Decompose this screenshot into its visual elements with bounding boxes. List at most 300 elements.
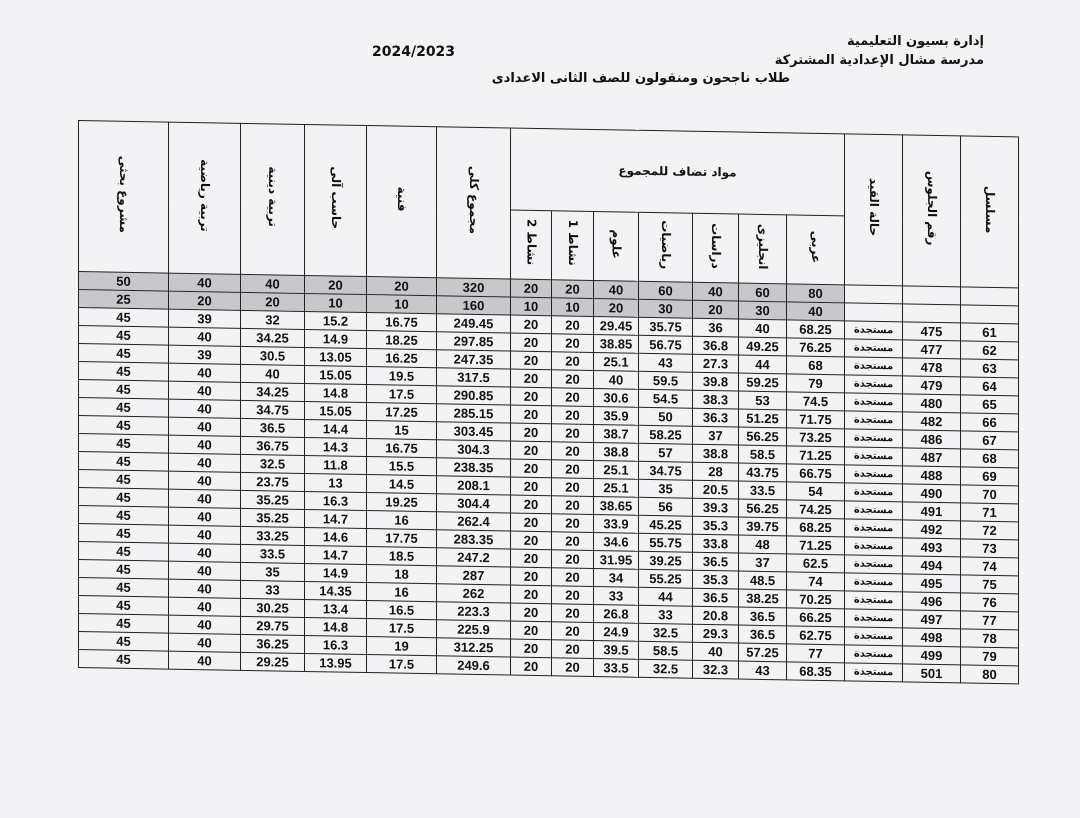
grade-cell: 39.25 (639, 551, 693, 570)
grade-cell: 37 (693, 426, 739, 445)
grade-cell: 70.25 (787, 590, 845, 609)
grade-cell: 68.25 (787, 320, 845, 339)
grade-cell: 40 (169, 543, 241, 562)
serial-cell: 68 (961, 449, 1019, 468)
grade-cell: 38.8 (594, 442, 639, 461)
status-cell: مستجدة (845, 537, 903, 556)
grade-cell: 297.85 (437, 332, 511, 351)
grade-cell: 26.8 (594, 604, 639, 623)
grade-cell: 290.85 (437, 386, 511, 405)
grade-cell: 36.5 (693, 588, 739, 607)
grade-cell: 68.35 (787, 662, 845, 681)
grade-cell: 38.3 (693, 390, 739, 409)
grade-cell: 34.25 (241, 328, 305, 347)
grade-cell: 23.75 (241, 472, 305, 491)
subject-header-arabic: عربى (787, 214, 845, 284)
serial-cell: 67 (961, 431, 1019, 450)
seat-number-cell: 482 (903, 412, 961, 431)
subject-header-social: دراسات (693, 213, 739, 283)
grade-cell: 15.05 (305, 401, 367, 420)
grade-cell: 45 (79, 452, 169, 472)
grade-cell: 18.5 (367, 547, 437, 566)
grade-cell: 262 (437, 584, 511, 603)
grade-cell: 19.5 (367, 367, 437, 386)
grade-cell: 208.1 (437, 476, 511, 495)
grade-cell: 39.8 (693, 372, 739, 391)
table-cell: 20 (511, 279, 552, 298)
grade-cell: 56.25 (739, 499, 787, 518)
grade-cell: 54 (787, 482, 845, 501)
table-cell: 40 (169, 273, 241, 292)
grade-cell: 20 (511, 351, 552, 370)
grade-cell: 57 (639, 443, 693, 462)
grade-cell: 30.25 (241, 598, 305, 617)
grade-cell: 33 (639, 605, 693, 624)
grade-cell: 20 (511, 333, 552, 352)
seat-number-cell: 478 (903, 358, 961, 377)
grade-cell: 17.5 (367, 385, 437, 404)
grade-cell: 25.1 (594, 352, 639, 371)
grade-cell: 20 (511, 495, 552, 514)
grade-cell: 20 (552, 352, 594, 371)
grade-cell: 58.5 (739, 445, 787, 464)
serial-cell: 64 (961, 377, 1019, 396)
grade-cell: 45 (79, 488, 169, 508)
grade-cell: 14.35 (305, 581, 367, 600)
grade-cell: 33 (241, 580, 305, 599)
grade-cell: 20 (552, 334, 594, 353)
table-cell: 25 (79, 290, 169, 310)
grade-cell: 16.75 (367, 439, 437, 458)
grade-cell: 40 (693, 642, 739, 661)
grade-cell: 32.5 (639, 623, 693, 642)
table-cell: 20 (594, 298, 639, 317)
status-cell: مستجدة (845, 519, 903, 538)
serial-cell: 75 (961, 575, 1019, 594)
table-cell: 320 (437, 278, 511, 297)
grade-cell: 29.25 (241, 652, 305, 671)
grade-cell: 40 (169, 327, 241, 346)
serial-cell: 61 (961, 323, 1019, 342)
grade-cell: 40 (169, 363, 241, 382)
table-cell: 80 (787, 284, 845, 303)
grade-cell: 29.75 (241, 616, 305, 635)
grade-cell: 35.3 (693, 570, 739, 589)
table-cell (961, 305, 1019, 324)
grade-cell: 20 (552, 406, 594, 425)
status-cell: مستجدة (845, 501, 903, 520)
grade-cell: 14.7 (305, 545, 367, 564)
grade-cell: 45 (79, 434, 169, 454)
grade-cell: 20 (552, 442, 594, 461)
status-header: حالة القيد (845, 134, 903, 286)
grade-cell: 39.5 (594, 640, 639, 659)
grade-cell: 20 (552, 568, 594, 587)
grade-cell: 14.8 (305, 383, 367, 402)
grade-cell: 20 (511, 315, 552, 334)
grade-cell: 20 (511, 459, 552, 478)
grade-cell: 39 (169, 309, 241, 328)
grade-cell: 223.3 (437, 602, 511, 621)
serial-cell: 79 (961, 647, 1019, 666)
grade-cell: 238.35 (437, 458, 511, 477)
grade-cell: 53 (739, 391, 787, 410)
document-title: طلاب ناجحون ومنقولون للصف الثانى الاعدادى (491, 71, 790, 86)
grade-cell: 40 (169, 597, 241, 616)
grade-cell: 247.35 (437, 350, 511, 369)
grade-cell: 45 (79, 524, 169, 544)
grade-cell: 15.05 (305, 365, 367, 384)
grade-cell: 20 (552, 424, 594, 443)
table-cell: 10 (511, 297, 552, 316)
grade-cell: 28 (693, 462, 739, 481)
serial-cell: 71 (961, 503, 1019, 522)
grade-cell: 35.25 (241, 490, 305, 509)
grade-cell: 20 (552, 460, 594, 479)
grade-cell: 45 (79, 380, 169, 400)
grade-cell: 49.25 (739, 337, 787, 356)
grade-cell: 14.8 (305, 617, 367, 636)
grade-cell: 45.25 (639, 515, 693, 534)
grade-cell: 66.25 (787, 608, 845, 627)
grade-cell: 20.8 (693, 606, 739, 625)
grade-cell: 36.8 (693, 336, 739, 355)
grade-cell: 71.25 (787, 536, 845, 555)
subject-header-activity-1: نشاط 1 (552, 210, 594, 280)
seat-number-cell: 495 (903, 574, 961, 593)
table-cell (961, 287, 1019, 306)
grade-cell: 38.25 (739, 589, 787, 608)
serial-cell: 62 (961, 341, 1019, 360)
grade-cell: 20 (511, 585, 552, 604)
table-cell: 40 (693, 282, 739, 301)
grade-cell: 262.4 (437, 512, 511, 531)
grade-cell: 304.4 (437, 494, 511, 513)
grade-cell: 35.3 (693, 516, 739, 535)
grade-cell: 40 (169, 615, 241, 634)
seat-number-cell: 491 (903, 502, 961, 521)
grade-cell: 20 (552, 496, 594, 515)
grade-cell: 40 (739, 319, 787, 338)
grade-cell: 303.45 (437, 422, 511, 441)
serial-cell: 78 (961, 629, 1019, 648)
grade-cell: 45 (79, 362, 169, 382)
grade-cell: 74 (787, 572, 845, 591)
grade-cell: 45 (79, 326, 169, 346)
grade-cell: 55.75 (639, 533, 693, 552)
grade-cell: 68.25 (787, 518, 845, 537)
grade-cell: 36 (693, 318, 739, 337)
grade-cell: 18 (367, 565, 437, 584)
status-cell: مستجدة (845, 555, 903, 574)
grade-cell: 14.6 (305, 527, 367, 546)
grades-sheet (78, 120, 1018, 684)
grade-cell: 40 (169, 633, 241, 652)
seat-number-cell: 490 (903, 484, 961, 503)
grade-cell: 36.5 (693, 552, 739, 571)
seat-number-cell: 487 (903, 448, 961, 467)
grade-cell: 18.25 (367, 331, 437, 350)
extra-subject-header-project: مشروع بحثى (79, 121, 169, 274)
seat-number-cell: 497 (903, 610, 961, 629)
table-cell: 40 (787, 302, 845, 321)
grade-cell: 39 (169, 345, 241, 364)
status-cell: مستجدة (845, 321, 903, 340)
grade-cell: 40 (169, 417, 241, 436)
grade-cell: 62.75 (787, 626, 845, 645)
grade-cell: 40 (169, 489, 241, 508)
grade-cell: 44 (639, 587, 693, 606)
grade-cell: 36.5 (739, 607, 787, 626)
grade-cell: 16.25 (367, 349, 437, 368)
grade-cell: 17.75 (367, 529, 437, 548)
seat-number-cell: 501 (903, 664, 961, 683)
grade-cell: 36.5 (739, 625, 787, 644)
grade-cell: 66.75 (787, 464, 845, 483)
grade-cell: 40 (169, 651, 241, 670)
table-cell: 160 (437, 296, 511, 315)
status-cell: مستجدة (845, 483, 903, 502)
grade-cell: 14.9 (305, 329, 367, 348)
seat-number-header: رقم الجلوس (903, 135, 961, 287)
status-cell: مستجدة (845, 429, 903, 448)
grade-cell: 40 (169, 561, 241, 580)
grade-cell: 20 (511, 567, 552, 586)
grade-cell: 35 (639, 479, 693, 498)
seat-number-cell: 496 (903, 592, 961, 611)
seat-number-cell: 480 (903, 394, 961, 413)
grade-cell: 40 (241, 364, 305, 383)
grade-cell: 43 (739, 661, 787, 680)
grade-cell: 45 (79, 416, 169, 436)
grade-cell: 38.85 (594, 334, 639, 353)
grade-cell: 25.1 (594, 478, 639, 497)
grade-cell: 68 (787, 356, 845, 375)
grade-cell: 40 (169, 525, 241, 544)
grade-cell: 304.3 (437, 440, 511, 459)
seat-number-cell: 486 (903, 430, 961, 449)
grade-cell: 20 (511, 621, 552, 640)
grade-cell: 40 (169, 435, 241, 454)
grade-cell: 56.75 (639, 335, 693, 354)
grade-cell: 45 (79, 398, 169, 418)
grade-cell: 20 (552, 478, 594, 497)
grade-cell: 40 (169, 579, 241, 598)
table-cell: 10 (552, 298, 594, 317)
grade-cell: 20.5 (693, 480, 739, 499)
grade-cell: 33.5 (241, 544, 305, 563)
status-cell: مستجدة (845, 627, 903, 646)
grade-cell: 19.25 (367, 493, 437, 512)
grade-cell: 17.5 (367, 655, 437, 674)
table-cell: 40 (594, 280, 639, 299)
grade-cell: 27.3 (693, 354, 739, 373)
grade-cell: 13.05 (305, 347, 367, 366)
serial-cell: 63 (961, 359, 1019, 378)
grade-cell: 20 (552, 514, 594, 533)
grade-cell: 20 (552, 532, 594, 551)
grade-cell: 36.75 (241, 436, 305, 455)
grade-cell: 71.75 (787, 410, 845, 429)
grade-cell: 312.25 (437, 638, 511, 657)
school-name: مدرسة مشال الإعدادية المشتركة (774, 53, 984, 68)
table-cell (903, 286, 961, 305)
extra-subject-header-religion: تربية دينية (241, 123, 305, 275)
grade-cell: 20 (552, 370, 594, 389)
grade-cell: 34.75 (639, 461, 693, 480)
grade-cell: 40 (169, 453, 241, 472)
grade-cell: 54.5 (639, 389, 693, 408)
grade-cell: 11.8 (305, 455, 367, 474)
serial-cell: 66 (961, 413, 1019, 432)
grade-cell: 287 (437, 566, 511, 585)
grade-cell: 285.15 (437, 404, 511, 423)
grade-cell: 32.5 (241, 454, 305, 473)
grade-cell: 36.5 (241, 418, 305, 437)
table-cell: 30 (639, 299, 693, 318)
status-cell: مستجدة (845, 339, 903, 358)
grade-cell: 33.8 (693, 534, 739, 553)
table-cell: 20 (305, 275, 367, 294)
grade-cell: 17.25 (367, 403, 437, 422)
grade-cell: 20 (511, 405, 552, 424)
grade-cell: 249.45 (437, 314, 511, 333)
grade-cell: 33.25 (241, 526, 305, 545)
grade-cell: 20 (552, 586, 594, 605)
grade-cell: 17.5 (367, 619, 437, 638)
grade-cell: 34.75 (241, 400, 305, 419)
grade-cell: 24.9 (594, 622, 639, 641)
administration-name: إدارة بسيون التعليمية (847, 34, 984, 49)
grade-cell: 13 (305, 473, 367, 492)
grade-cell: 34.25 (241, 382, 305, 401)
grade-cell: 20 (511, 369, 552, 388)
status-cell: مستجدة (845, 375, 903, 394)
grade-cell: 32.5 (639, 659, 693, 678)
table-cell: 50 (79, 272, 169, 292)
grade-cell: 36.25 (241, 634, 305, 653)
grade-cell: 16.75 (367, 313, 437, 332)
grade-cell: 30.5 (241, 346, 305, 365)
grade-cell: 45 (79, 560, 169, 580)
total-header: مجموع كلى (437, 127, 511, 279)
grade-cell: 20 (552, 388, 594, 407)
grade-cell: 225.9 (437, 620, 511, 639)
grade-cell: 48 (739, 535, 787, 554)
grade-cell: 73.25 (787, 428, 845, 447)
grade-cell: 45 (79, 344, 169, 364)
status-cell: مستجدة (845, 609, 903, 628)
table-cell: 30 (739, 301, 787, 320)
extra-subject-header-art: فنية (367, 126, 437, 278)
grade-cell: 39.75 (739, 517, 787, 536)
grade-cell: 33.5 (739, 481, 787, 500)
serial-cell: 70 (961, 485, 1019, 504)
grade-cell: 43.75 (739, 463, 787, 482)
serial-header: مسلسل (961, 136, 1019, 288)
grade-cell: 20 (552, 658, 594, 677)
seat-number-cell: 499 (903, 646, 961, 665)
grade-cell: 45 (79, 632, 169, 652)
seat-number-cell: 477 (903, 340, 961, 359)
table-cell: 20 (241, 292, 305, 311)
grade-cell: 14.5 (367, 475, 437, 494)
grade-cell: 45 (79, 470, 169, 490)
grade-cell: 16.3 (305, 491, 367, 510)
status-cell: مستجدة (845, 663, 903, 682)
grade-cell: 31.95 (594, 550, 639, 569)
grade-cell: 20 (511, 441, 552, 460)
grade-cell: 56 (639, 497, 693, 516)
table-cell: 20 (552, 280, 594, 299)
grade-cell: 43 (639, 353, 693, 372)
extra-subject-header-pe: تربية رياضية (169, 122, 241, 274)
serial-cell: 65 (961, 395, 1019, 414)
grade-cell: 20 (552, 550, 594, 569)
grade-cell: 35.75 (639, 317, 693, 336)
table-cell: 10 (367, 295, 437, 314)
status-cell: مستجدة (845, 411, 903, 430)
grade-cell: 247.2 (437, 548, 511, 567)
grade-cell: 51.25 (739, 409, 787, 428)
grade-cell: 14.9 (305, 563, 367, 582)
grade-cell: 36.3 (693, 408, 739, 427)
seat-number-cell: 492 (903, 520, 961, 539)
grade-cell: 20 (552, 316, 594, 335)
grade-cell: 15.5 (367, 457, 437, 476)
grade-cell: 71.25 (787, 446, 845, 465)
grade-cell: 20 (511, 513, 552, 532)
grade-cell: 20 (552, 604, 594, 623)
grade-cell: 15.2 (305, 311, 367, 330)
status-cell: مستجدة (845, 573, 903, 592)
grade-cell: 45 (79, 308, 169, 328)
grade-cell: 55.25 (639, 569, 693, 588)
grade-cell: 45 (79, 650, 169, 670)
grade-cell: 37 (739, 553, 787, 572)
grade-cell: 283.35 (437, 530, 511, 549)
seat-number-cell: 475 (903, 322, 961, 341)
table-cell: 20 (693, 300, 739, 319)
seat-number-cell: 488 (903, 466, 961, 485)
grade-cell: 59.25 (739, 373, 787, 392)
grade-cell: 29.3 (693, 624, 739, 643)
table-cell: 10 (305, 293, 367, 312)
table-cell (845, 285, 903, 304)
subject-header-english: انجليزى (739, 214, 787, 284)
grade-cell: 35.9 (594, 406, 639, 425)
grade-cell: 20 (511, 657, 552, 676)
subject-header-activity-2: نشاط 2 (511, 210, 552, 280)
grade-cell: 16.5 (367, 601, 437, 620)
seat-number-cell: 494 (903, 556, 961, 575)
grade-cell: 50 (639, 407, 693, 426)
serial-cell: 74 (961, 557, 1019, 576)
grade-cell: 20 (552, 622, 594, 641)
grade-cell: 57.25 (739, 643, 787, 662)
status-cell: مستجدة (845, 447, 903, 466)
table-cell: 20 (169, 291, 241, 310)
grade-cell: 38.8 (693, 444, 739, 463)
serial-cell: 76 (961, 593, 1019, 612)
serial-cell: 72 (961, 521, 1019, 540)
grade-cell: 35.25 (241, 508, 305, 527)
grade-cell: 74.25 (787, 500, 845, 519)
grade-cell: 33.9 (594, 514, 639, 533)
grade-cell: 30.6 (594, 388, 639, 407)
grade-cell: 58.25 (639, 425, 693, 444)
table-cell: 40 (241, 274, 305, 293)
